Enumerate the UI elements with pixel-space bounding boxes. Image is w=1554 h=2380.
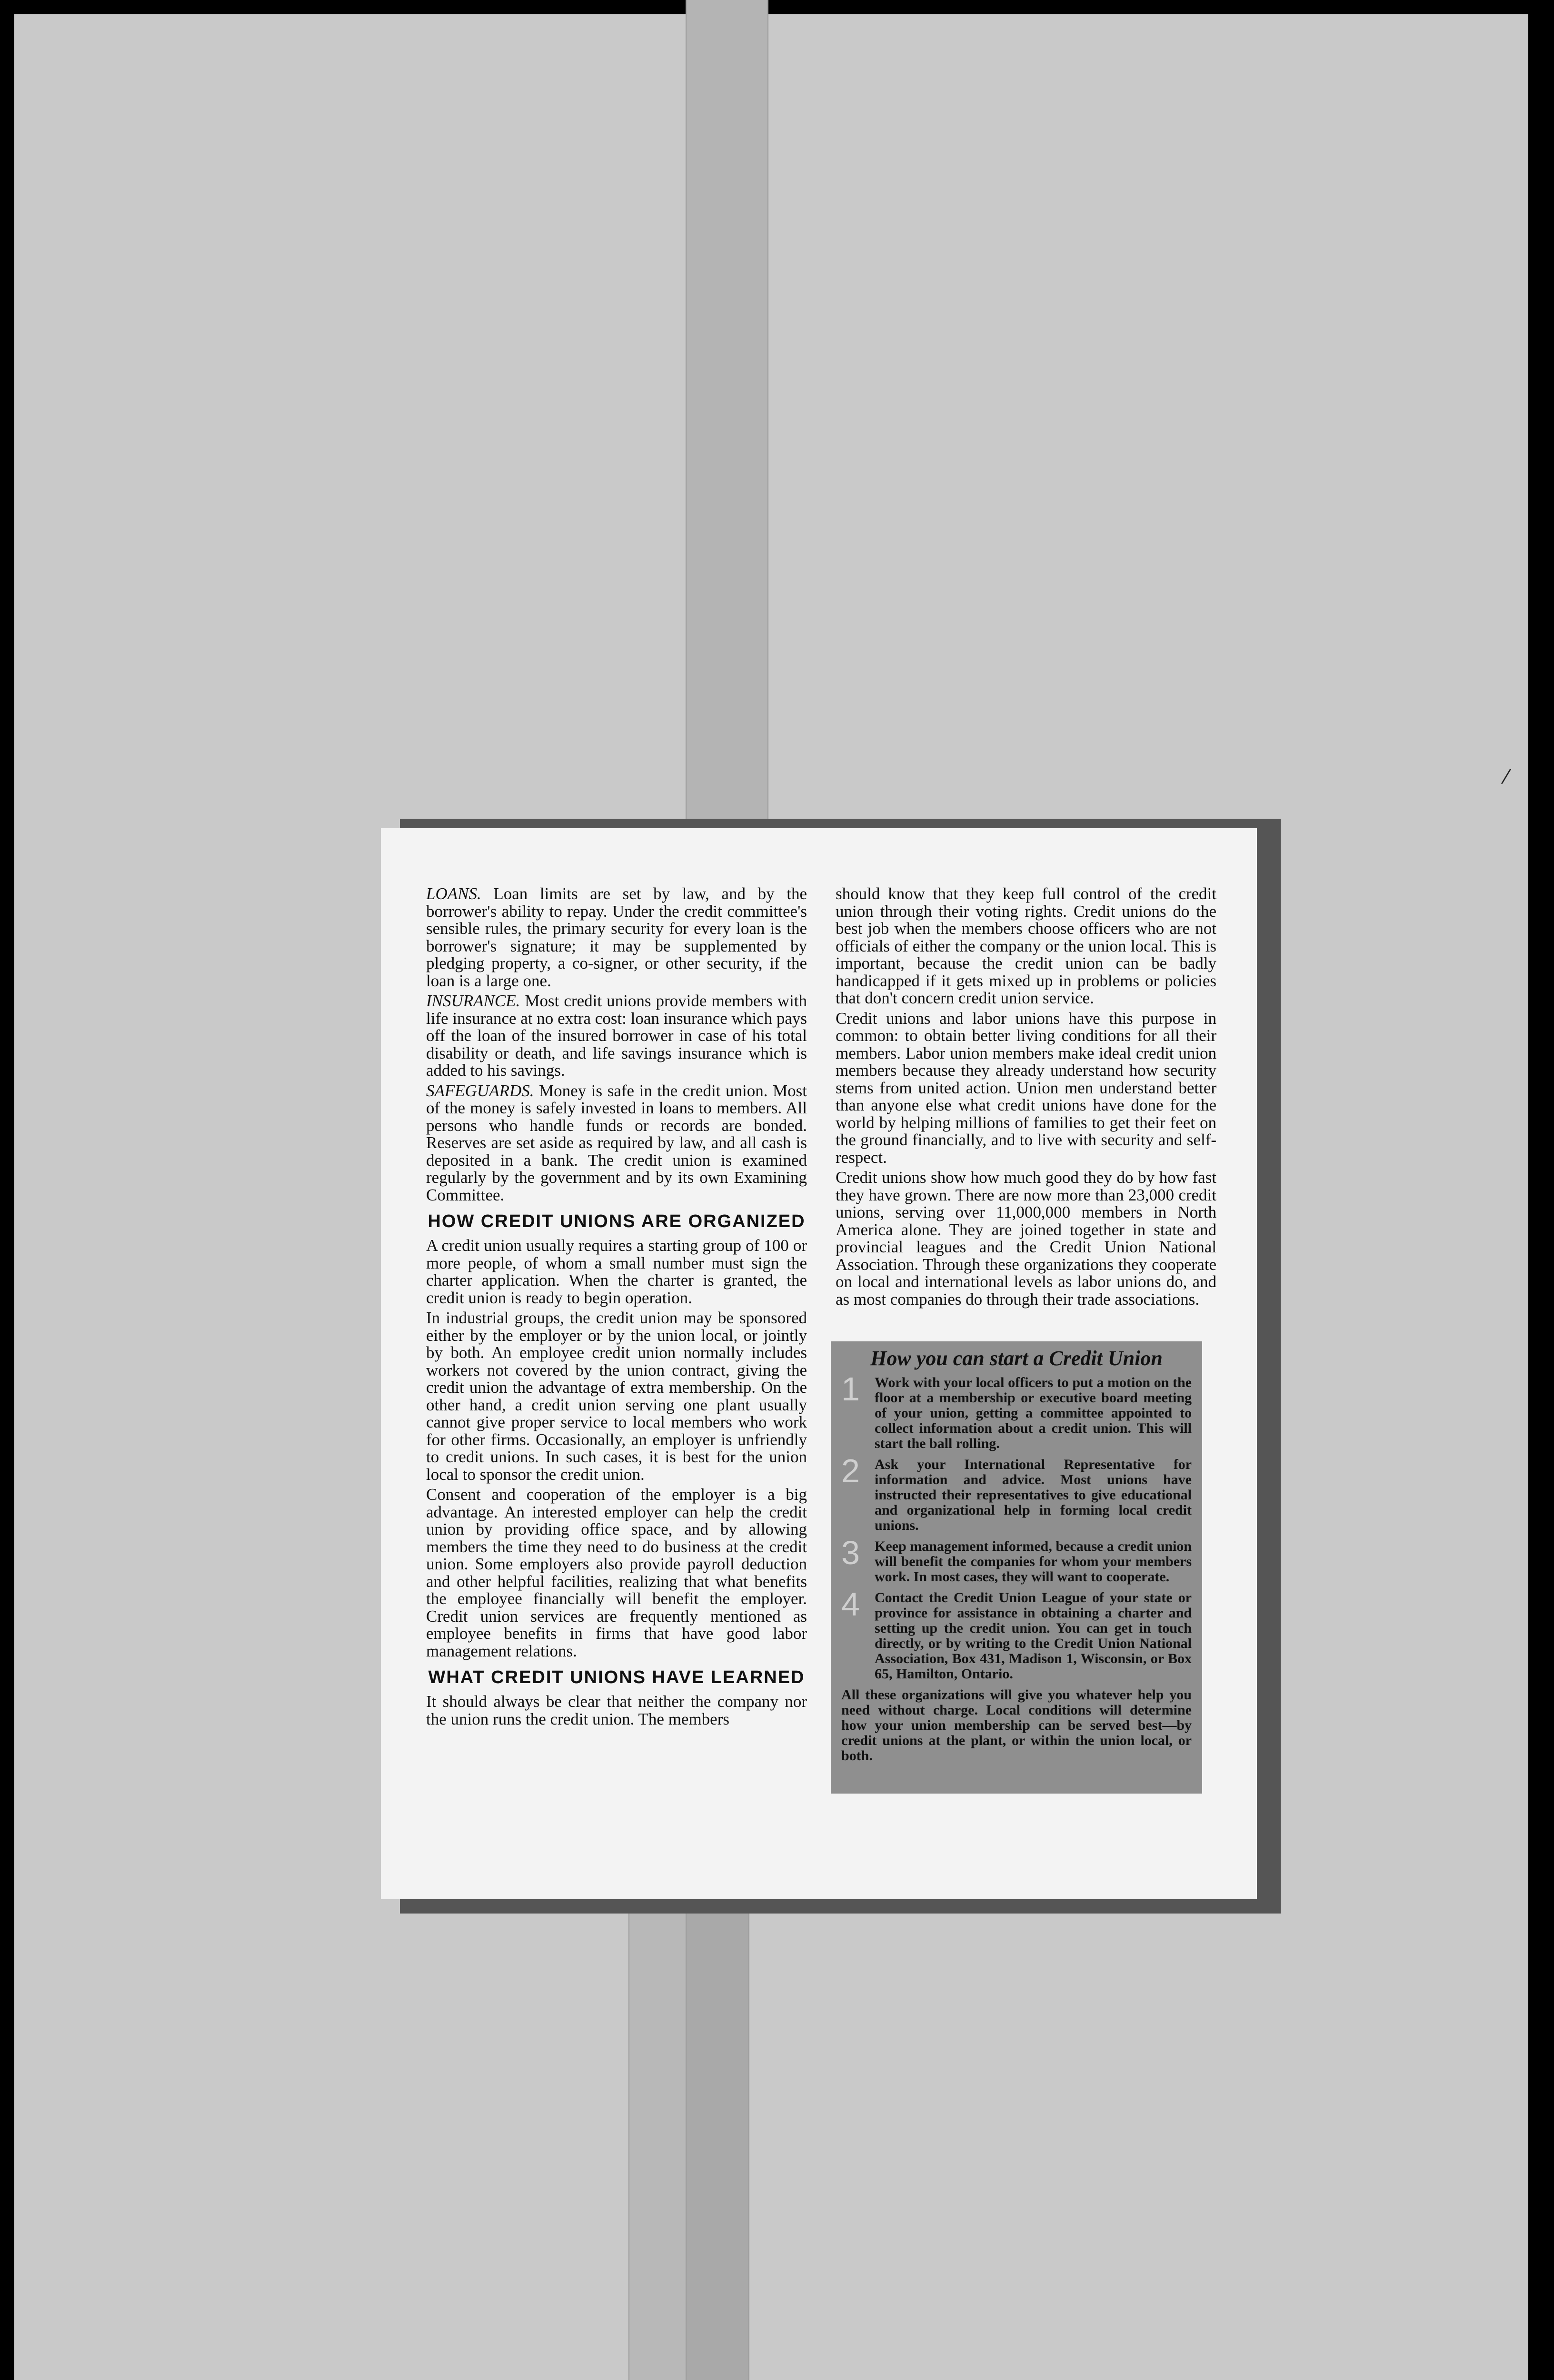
safeguards-text: Money is safe in the credit union. Most of the money is safely invested in loans to members. All persons who handle funds or records are bonded. Reserves are set aside as required by law, and all cash is deposited in a bank. The credit union is examined regularly by the government and by its own Examining Committee. [426, 1081, 807, 1204]
how-to-start-title: How you can start a Credit Union [870, 1347, 1163, 1370]
tape-strip-bottom-inner [686, 1894, 749, 2380]
step-text: Ask your International Representative for information and advice. Most unions have instructed their representatives to give educational and organizational help in forming local credit unions. [875, 1456, 1192, 1533]
step-number: 4 [841, 1585, 860, 1623]
safeguards-paragraph [426, 1082, 807, 1204]
step-number: 3 [841, 1534, 860, 1571]
step-item [841, 1534, 1192, 1585]
learned-paragraph: It should always be clear that neither the company nor the union runs the credit union. The members [426, 1692, 807, 1728]
document-page [381, 828, 1257, 1899]
step-number: 2 [841, 1452, 860, 1489]
tape-strip-top [686, 0, 768, 838]
organized-paragraph-3: Consent and cooperation of the employer is a big advantage. An interested employer can help the credit union by providing office space, and by allowing members the time they need to do business at the credit union. Some employers also provide payroll deduction and other helpful facilities, realizing that what benefits the employee financially will benefit the employer. Credit union services are frequently mentioned as employee benefits in firms that have good labor management relations. [426, 1485, 807, 1660]
loans-label: LOANS. [426, 884, 481, 903]
step-text: Work with your local officers to put a motion on the floor at a membership or executive board meeting of your union, getting a committee appointed to collect information about a credit union. This will start the ball rolling. [875, 1374, 1192, 1451]
how-to-start-box [831, 1341, 1202, 1794]
organized-paragraph-1: A credit union usually requires a starting group of 100 or more people, of whom a small number must sign the charter application. When the charter is granted, the credit union is ready to begin operation. [426, 1236, 807, 1307]
right-column [836, 885, 1216, 1794]
loans-paragraph [426, 885, 807, 990]
loans-text: Loan limits are set by law, and by the borrower's ability to repay. Under the credit committee's sensible rules, the primary security for every loan is the borrower's signature; it may be supplemented by pledging property, a co-signer, or other security, if the loan is a large one. [426, 884, 807, 990]
safeguards-label: SAFEGUARDS. [426, 1081, 534, 1100]
heading-learned: WHAT CREDIT UNIONS HAVE LEARNED [428, 1667, 805, 1687]
insurance-text: Most credit unions provide members with life insurance at no extra cost: loan insurance which pays off the loan of the insured borrower in case of his total disability or death, and life savings insurance which is added to his savings. [426, 992, 807, 1080]
insurance-paragraph [426, 992, 807, 1080]
left-column [426, 885, 807, 1731]
step-item [841, 1452, 1192, 1533]
how-to-start-footer: All these organizations will give you whatever help you need without charge. Local conditions will determine how your union membership can be served best—by credit unions at the plant, or within the union local, or both. [841, 1686, 1192, 1764]
insurance-label: INSURANCE. [426, 992, 520, 1010]
heading-organized: HOW CREDIT UNIONS ARE ORGANIZED [428, 1211, 806, 1231]
step-text: Contact the Credit Union League of your state or province for assistance in obtaining a charter and setting up the credit union. You can get in touch directly, or by writing to the Credit Union National Association, Box 431, Madison 1, Wisconsin, or Box 65, Hamilton, Ontario. [875, 1589, 1192, 1682]
right-paragraph-1: should know that they keep full control of the credit union through their voting rights. Credit unions do the best job when the members choose officers who are not officials of either the company or the union local. This is important, because the credit union can be badly handicapped if it gets mixed up in problems or policies that don't concern credit union service. [836, 884, 1216, 1007]
organized-paragraph-2: In industrial groups, the credit union may be sponsored either by the employer or by the union local, or jointly by both. An employee credit union normally includes workers not covered by the union contract, giving the credit union the advantage of extra membership. On the other hand, a credit union serving one plant usually cannot give proper service to local members who work for other firms. Occasionally, an employer is unfriendly to credit unions. In such cases, it is best for the union local to sponsor the credit union. [426, 1309, 807, 1484]
right-paragraph-3: Credit unions show how much good they do by how fast they have grown. There are now more than 23,000 credit unions, serving over 11,000,000 members in North America alone. They are joined together in state and provincial leagues and the Credit Union National Association. Through these organizations they cooperate on local and international levels as labor unions do, and as most companies do through their trade associations. [836, 1168, 1216, 1309]
step-item [841, 1585, 1192, 1682]
step-text: Keep management informed, because a credit union will benefit the companies for whom your members work. In most cases, they will want to cooperate. [875, 1538, 1192, 1585]
scratch-mark: ⁄ [1504, 766, 1508, 788]
right-paragraph-2: Credit unions and labor unions have this purpose in common: to obtain better living conditions for all their members. Labor union members make ideal credit union members because they already understand how security stems from united action. Union men understand better than anyone else what credit unions have done for the world by helping millions of families to get their feet on the ground financially, and to live with security and self-respect. [836, 1009, 1216, 1167]
step-number: 1 [841, 1370, 860, 1408]
step-item [841, 1370, 1192, 1451]
